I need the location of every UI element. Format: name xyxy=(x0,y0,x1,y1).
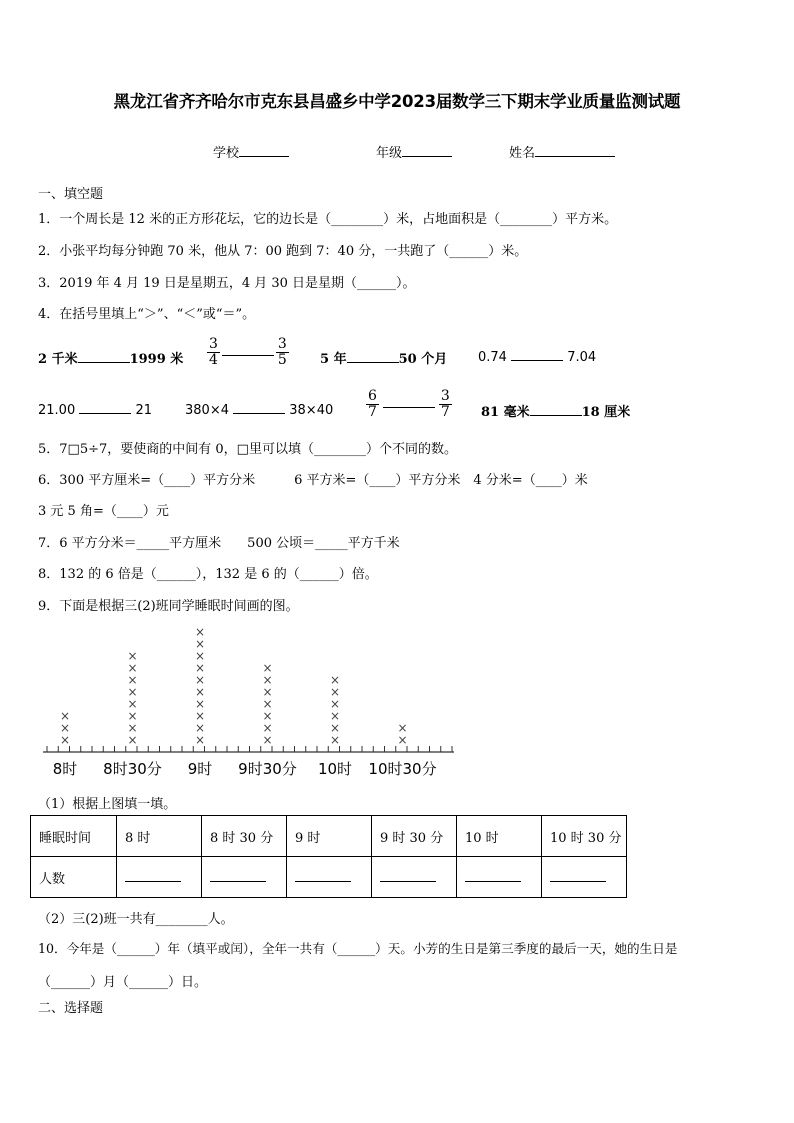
data-point-mark: × xyxy=(127,733,138,747)
compare-right: 1999 米 xyxy=(129,352,184,367)
compare-item xyxy=(185,401,333,418)
answer-blank[interactable] xyxy=(465,869,521,882)
question-9: 9．下面是根据三(2)班同学睡眠时间画的图。 xyxy=(38,599,299,614)
name-label: 姓名 xyxy=(509,146,536,161)
grade-field[interactable] xyxy=(376,142,452,161)
data-point-mark: × xyxy=(127,709,138,723)
table-row xyxy=(31,816,627,857)
data-point-mark: × xyxy=(262,673,273,687)
fraction: $\frac{6}{7}$ xyxy=(368,388,377,421)
x-tick-label: 10时30分 xyxy=(368,760,437,778)
question-8: 8．132 的 6 倍是（______），132 是 6 的（______）倍。 xyxy=(38,567,378,582)
data-point-mark: × xyxy=(127,697,138,711)
question-6-cont: 3 元 5 角=（____）元 xyxy=(38,504,169,519)
compare-left: 0.74 xyxy=(478,350,507,365)
compare-item-fraction xyxy=(366,389,452,421)
data-point-mark: × xyxy=(329,685,341,699)
compare-right: 50 个月 xyxy=(398,352,448,367)
data-point-mark: × xyxy=(59,709,71,723)
table-cell[interactable] xyxy=(542,857,627,898)
compare-item xyxy=(481,401,630,420)
compare-blank[interactable] xyxy=(78,350,130,363)
grade-label: 年级 xyxy=(376,146,403,161)
compare-left: 81 毫米 xyxy=(481,405,530,420)
data-point-mark: × xyxy=(194,649,206,663)
compare-left: 380×4 xyxy=(185,403,229,418)
data-point-mark: × xyxy=(59,733,71,747)
compare-right: 38×40 xyxy=(289,403,334,418)
question-1: 1．一个周长是 12 米的正方形花坛，它的边长是（________）米，占地面积是（________）平方米。 xyxy=(38,212,618,227)
data-point-mark: × xyxy=(194,637,206,651)
data-point-mark: × xyxy=(127,673,138,687)
compare-item-fraction xyxy=(207,337,289,369)
data-point-mark: × xyxy=(194,673,206,687)
x-tick-label: 9时 xyxy=(187,760,213,778)
table-header-cell: 10 时 30 分 xyxy=(542,816,627,857)
data-point-mark: × xyxy=(329,721,341,735)
data-point-mark: × xyxy=(262,697,273,711)
sleep-table xyxy=(30,815,627,898)
data-point-mark: × xyxy=(194,721,206,735)
grade-blank[interactable] xyxy=(402,144,452,157)
table-header-cell: 9 时 xyxy=(287,816,372,857)
data-point-mark: × xyxy=(262,709,273,723)
table-header-cell: 睡眠时间 xyxy=(31,816,117,857)
compare-blank[interactable] xyxy=(511,348,563,361)
data-point-mark: × xyxy=(397,721,408,735)
table-header-cell: 10 时 xyxy=(457,816,542,857)
compare-item xyxy=(38,401,152,418)
data-point-mark: × xyxy=(194,625,206,639)
compare-left: 21.00 xyxy=(38,403,76,418)
question-5: 5．7□5÷7，要使商的中间有 0，□里可以填（________）个不同的数。 xyxy=(38,442,457,457)
table-header-cell: 8 时 xyxy=(117,816,202,857)
fraction: $\frac{3}{7}$ xyxy=(440,388,450,421)
table-row xyxy=(31,857,627,898)
question-4: 4．在括号里填上“＞”、“＜”或“＝”。 xyxy=(38,307,256,322)
compare-blank[interactable] xyxy=(530,403,582,416)
answer-blank[interactable] xyxy=(295,869,351,882)
name-field[interactable] xyxy=(509,142,615,161)
data-point-mark: × xyxy=(194,661,206,675)
answer-blank[interactable] xyxy=(380,869,436,882)
question-9-part-2: （2）三(2)班一共有________人。 xyxy=(38,912,234,927)
data-point-mark: × xyxy=(127,661,138,675)
answer-blank[interactable] xyxy=(210,869,266,882)
data-point-mark: × xyxy=(59,721,71,735)
compare-right: 18 厘米 xyxy=(581,405,631,420)
section-heading-choice: 二、选择题 xyxy=(38,1001,104,1016)
compare-item xyxy=(478,348,596,365)
x-tick-label: 8时30分 xyxy=(103,760,162,778)
school-blank[interactable] xyxy=(239,144,289,157)
x-tick-label: 10时 xyxy=(317,760,353,778)
sleep-time-dot-plot xyxy=(38,620,458,785)
data-point-mark: × xyxy=(194,697,206,711)
name-blank[interactable] xyxy=(535,144,615,157)
fraction: $\frac{3}{5}$ xyxy=(277,336,287,369)
data-point-mark: × xyxy=(262,685,273,699)
data-point-mark: × xyxy=(262,721,273,735)
answer-blank[interactable] xyxy=(125,869,181,882)
x-tick-label: 9时30分 xyxy=(238,760,297,778)
question-2: 2．小张平均每分钟跑 70 米，他从 7：00 跑到 7：40 分，一共跑了（______）米。 xyxy=(38,244,528,259)
compare-item xyxy=(320,348,447,367)
compare-item xyxy=(38,348,183,367)
compare-blank[interactable] xyxy=(233,401,285,414)
compare-left: 2 千米 xyxy=(38,352,78,367)
question-3: 3．2019 年 4 月 19 日是星期五，4 月 30 日是星期（______）。 xyxy=(38,276,416,291)
question-10-cont: （______）月（______）日。 xyxy=(38,975,208,990)
question-7: 7．6 平方分米＝_____平方厘米 500 公顷＝_____平方千米 xyxy=(38,536,400,551)
question-10: 10．今年是（______）年（填平或闰），全年一共有（______）天。小芳的生日是第三季度的最后一天，她的生日是 xyxy=(38,941,678,956)
data-point-mark: × xyxy=(329,673,341,687)
table-header-cell: 8 时 30 分 xyxy=(202,816,287,857)
school-label: 学校 xyxy=(213,146,240,161)
data-point-mark: × xyxy=(127,649,138,663)
table-cell[interactable] xyxy=(372,857,457,898)
data-point-mark: × xyxy=(194,733,206,747)
data-point-mark: × xyxy=(262,661,273,675)
compare-left: 5 年 xyxy=(320,352,347,367)
section-heading-fill: 一、填空题 xyxy=(38,187,104,202)
table-header-cell: 9 时 30 分 xyxy=(372,816,457,857)
data-point-mark: × xyxy=(262,733,273,747)
compare-right: 7.04 xyxy=(567,350,597,365)
data-point-mark: × xyxy=(329,709,341,723)
fraction: $\frac{3}{4}$ xyxy=(209,336,218,369)
question-9-part-1: （1）根据上图填一填。 xyxy=(38,797,177,812)
table-cell[interactable] xyxy=(457,857,542,898)
table-cell[interactable] xyxy=(202,857,287,898)
compare-right: 21 xyxy=(135,403,153,418)
compare-blank[interactable] xyxy=(79,401,131,414)
compare-blank[interactable] xyxy=(383,395,435,408)
x-tick-label: 8时 xyxy=(52,760,78,778)
school-field[interactable] xyxy=(213,142,289,161)
table-cell[interactable] xyxy=(117,857,202,898)
page-title: 黑龙江省齐齐哈尔市克东县昌盛乡中学2023届数学三下期末学业质量监测试题 xyxy=(113,92,681,111)
table-header-cell: 人数 xyxy=(31,857,117,898)
data-point-mark: × xyxy=(329,733,341,747)
data-point-mark: × xyxy=(397,733,408,747)
compare-blank[interactable] xyxy=(347,350,399,363)
compare-blank[interactable] xyxy=(222,343,274,356)
data-point-mark: × xyxy=(329,697,341,711)
data-point-mark: × xyxy=(127,721,138,735)
question-6: 6．300 平方厘米=（____）平方分米 6 平方米=（____）平方分米 4 分米=（____）米 xyxy=(38,473,588,488)
answer-blank[interactable] xyxy=(550,869,606,882)
table-cell[interactable] xyxy=(287,857,372,898)
data-point-mark: × xyxy=(127,685,138,699)
data-point-mark: × xyxy=(194,685,206,699)
data-point-mark: × xyxy=(194,709,206,723)
